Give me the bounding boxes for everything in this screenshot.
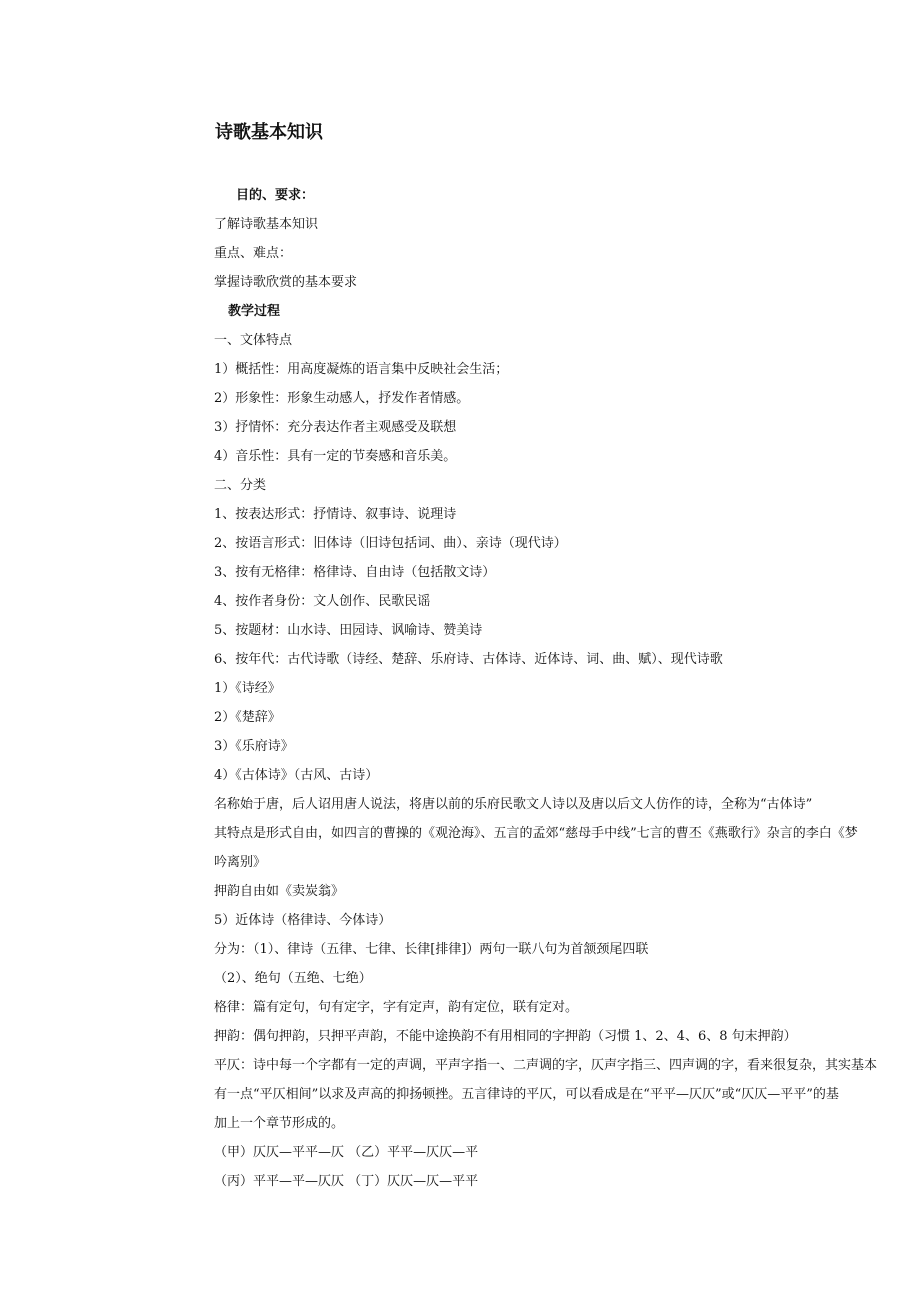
paragraph-line: 重点、难点： [214, 246, 293, 261]
paragraph-line: 6、按年代：古代诗歌（诗经、楚辞、乐府诗、古体诗、近体诗、词、曲、赋）、现代诗歌 [214, 652, 723, 667]
paragraph-line: 押韵自由如《卖炭翁》 [214, 884, 345, 899]
paragraph-line: 有一点“平仄相间”以求及声高的抑扬顿挫。五言律诗的平仄，可以看成是在“平平—仄仄”或“仄仄—平平”的基 [214, 1087, 839, 1102]
paragraph-line: 了解诗歌基本知识 [214, 217, 319, 232]
section-heading-process: 教学过程 [228, 304, 281, 319]
paragraph-line: （甲）仄仄—平平—仄 （乙）平平—仄仄—平 [214, 1145, 479, 1160]
paragraph-line: 格律：篇有定句，句有定字，字有定声，韵有定位，联有定对。 [214, 1000, 579, 1015]
paragraph-line: 掌握诗歌欣赏的基本要求 [214, 275, 358, 290]
paragraph-line: 平仄：诗中每一个字都有一定的声调，平声字指一、二声调的字，仄声字指三、四声调的字，看来很复杂，其实基本 [214, 1058, 878, 1073]
document-body [214, 181, 920, 1196]
paragraph-line: 4）《古体诗》（古风、古诗） [214, 768, 379, 783]
document-title: 诗歌基本知识 [215, 122, 323, 143]
paragraph-line: 二、分类 [214, 478, 267, 493]
paragraph-line: 2）《楚辞》 [214, 710, 281, 725]
paragraph-line: （2）、绝句（五绝、七绝） [214, 971, 372, 986]
paragraph-line: 3、按有无格律：格律诗、自由诗（包括散文诗） [214, 565, 496, 580]
paragraph-line: 其特点是形式自由，如四言的曹操的《观沧海》、五言的孟郊“慈母手中线”七言的曹丕《燕歌行》杂言的李白《梦 [214, 826, 858, 841]
paragraph-line: 加上一个章节形成的。 [214, 1116, 345, 1131]
paragraph-line: 4）音乐性：具有一定的节奏感和音乐美。 [214, 449, 457, 464]
paragraph-line: 1）《诗经》 [214, 681, 281, 696]
paragraph-line: 4、按作者身份：文人创作、民歌民谣 [214, 594, 431, 609]
paragraph-line: 2、按语言形式：旧体诗（旧诗包括词、曲）、亲诗（现代诗） [214, 536, 567, 551]
paragraph-line: 3）抒情怀：充分表达作者主观感受及联想 [214, 420, 457, 435]
paragraph-line: 3）《乐府诗》 [214, 739, 294, 754]
section-heading-goals: 目的、要求： [236, 188, 315, 203]
paragraph-line: （丙）平平—平—仄仄 （丁）仄仄—仄—平平 [214, 1174, 479, 1189]
paragraph-line: 押韵：偶句押韵，只押平声韵，不能中途换韵不有用相同的字押韵（习惯 1、2、4、6、8 句末押韵） [214, 1029, 797, 1044]
paragraph-line: 5、按题材：山水诗、田园诗、讽喻诗、赞美诗 [214, 623, 483, 638]
paragraph-line: 2）形象性：形象生动感人，抒发作者情感。 [214, 391, 470, 406]
paragraph-line: 1、按表达形式：抒情诗、叙事诗、说理诗 [214, 507, 457, 522]
paragraph-line: 一、文体特点 [214, 333, 293, 348]
paragraph-line: 名称始于唐，后人诏用唐人说法，将唐以前的乐府民歌文人诗以及唐以后文人仿作的诗，全称为“古体诗” [214, 797, 813, 812]
paragraph-line: 吟离别》 [214, 855, 267, 870]
paragraph-line: 5）近体诗（格律诗、今体诗） [214, 913, 392, 928]
paragraph-line: 分为：（1）、律诗（五律、七律、长律[排律]）两句一联八句为首颔颈尾四联 [214, 942, 649, 957]
paragraph-line: 1）概括性：用高度凝炼的语言集中反映社会生活； [214, 362, 509, 377]
